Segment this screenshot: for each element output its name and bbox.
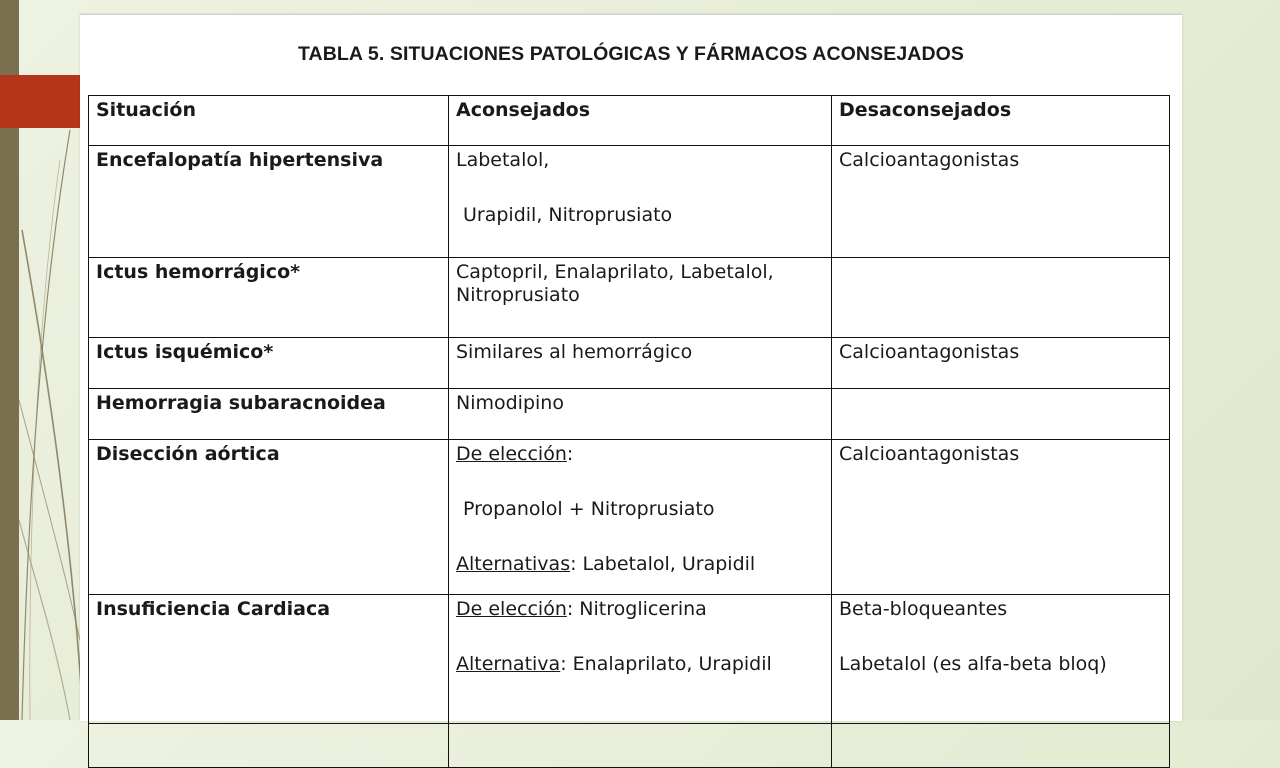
eleccion-label: De elección	[456, 443, 567, 465]
table-row	[89, 338, 1170, 389]
eleccion-value: : Nitroglicerina	[566, 598, 707, 620]
accent-red-tab	[0, 75, 80, 128]
cell-situacion: Disección aórtica	[89, 440, 449, 595]
cell-aconsejados: Similares al hemorrágico	[449, 338, 832, 389]
header-situacion: Situación	[89, 96, 449, 146]
alternativas-value: : Labetalol, Urapidil	[570, 553, 756, 575]
cell-aconsejados: Nimodipino	[449, 389, 832, 440]
cell-empty	[449, 724, 832, 768]
cell-situacion: Hemorragia subaracnoidea	[89, 389, 449, 440]
cell-desaconsejados	[832, 258, 1170, 338]
cell-desaconsejados: Calcioantagonistas	[832, 146, 1170, 258]
cell-line: Beta-bloqueantes	[839, 598, 1008, 620]
cell-line: Labetalol (es alfa-beta bloq)	[839, 653, 1107, 675]
cell-desaconsejados	[832, 389, 1170, 440]
table-row	[89, 595, 1170, 724]
table-row-cut-off	[89, 724, 1170, 768]
table-row	[89, 440, 1170, 595]
cell-situacion: Insuficiencia Cardiaca	[89, 595, 449, 724]
table-row	[89, 146, 1170, 258]
header-desaconsejados: Desaconsejados	[832, 96, 1170, 146]
alternativas-label: Alternativas	[456, 553, 571, 575]
table-header-row	[89, 96, 1170, 146]
cell-aconsejados: Captopril, Enalaprilato, Labetalol, Nitroprusiato	[449, 258, 832, 338]
eleccion-value: Propanolol + Nitroprusiato	[463, 498, 715, 520]
drug-table	[88, 95, 1170, 768]
cell-situacion: Ictus hemorrágico*	[89, 258, 449, 338]
alternativa-value: : Enalaprilato, Urapidil	[560, 653, 772, 675]
table-row	[89, 258, 1170, 338]
table-title: TABLA 5. SITUACIONES PATOLÓGICAS Y FÁRMACOS ACONSEJADOS	[297, 43, 965, 65]
cell-aconsejados	[449, 595, 832, 724]
header-aconsejados: Aconsejados	[449, 96, 832, 146]
document-page	[80, 14, 1182, 721]
eleccion-label: De elección	[456, 598, 567, 620]
cell-aconsejados	[449, 146, 832, 258]
table-row	[89, 389, 1170, 440]
cell-line: Labetalol,	[456, 149, 550, 171]
cell-situacion: Encefalopatía hipertensiva	[89, 146, 449, 258]
cell-desaconsejados: Calcioantagonistas	[832, 338, 1170, 389]
cell-empty	[832, 724, 1170, 768]
cell-situacion: Ictus isquémico*	[89, 338, 449, 389]
alternativa-label: Alternativa	[456, 653, 561, 675]
cell-desaconsejados: Calcioantagonistas	[832, 440, 1170, 595]
cell-aconsejados	[449, 440, 832, 595]
cell-line: Urapidil, Nitroprusiato	[463, 204, 673, 226]
cell-desaconsejados	[832, 595, 1170, 724]
eleccion-suffix: :	[566, 443, 574, 465]
cell-empty	[89, 724, 449, 768]
